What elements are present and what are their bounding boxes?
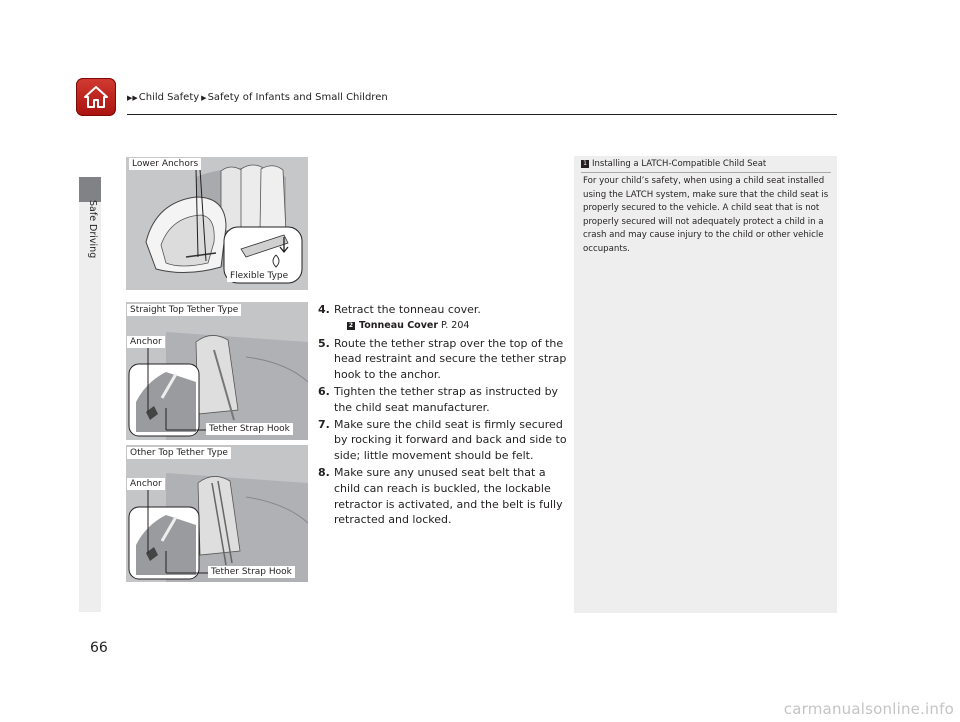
note-icon: 1: [581, 160, 589, 168]
header-divider: [127, 114, 837, 115]
home-button[interactable]: [76, 78, 116, 116]
breadcrumb-item-child-safety[interactable]: Child Safety: [138, 92, 200, 103]
figure-other-top-tether: [126, 445, 308, 582]
label-tether-strap-hook: Tether Strap Hook: [208, 566, 295, 578]
breadcrumb-item-infants[interactable]: Safety of Infants and Small Children: [207, 92, 388, 103]
footer-watermark: carmanualsonline.info: [783, 700, 954, 718]
label-anchor: Anchor: [127, 336, 165, 348]
note-panel: [574, 156, 837, 613]
figure-lower-anchors: [126, 157, 308, 290]
step-number: 8.: [318, 465, 330, 479]
label-straight-top-tether-type: Straight Top Tether Type: [127, 304, 241, 316]
step-4: [318, 302, 568, 318]
step-text: Route the tether strap over the top of the head restraint and secure the tether strap hook to the anchor.: [334, 336, 567, 382]
breadcrumb: [127, 92, 388, 103]
page-number: 66: [90, 640, 108, 656]
step-text: Make sure the child seat is firmly secured by rocking it forward and back and side to side; little movement should be felt.: [334, 417, 567, 463]
label-lower-anchors: Lower Anchors: [129, 158, 201, 170]
step-5: [318, 336, 568, 383]
section-label: Safe Driving: [87, 200, 98, 259]
step-number: 6.: [318, 384, 330, 398]
reference-icon: 2: [348, 321, 354, 329]
label-tether-strap-hook: Tether Strap Hook: [206, 423, 293, 435]
label-flexible-type: Flexible Type: [227, 270, 291, 282]
other-tether-illustration: [126, 445, 308, 582]
note-title: [581, 159, 766, 169]
step-number: 7.: [318, 417, 330, 431]
step-text: Tighten the tether strap as instructed by the child seat manufacturer.: [334, 384, 559, 414]
step-7: [318, 417, 568, 464]
step-text: Make sure any unused seat belt that a child can reach is buckled, the lockable retractor is activated, and the belt is fully retracted and locked.: [334, 465, 563, 527]
label-other-top-tether-type: Other Top Tether Type: [127, 447, 231, 459]
note-title-text: Installing a LATCH-Compatible Child Seat: [592, 159, 767, 169]
step-text: Retract the tonneau cover.: [334, 303, 481, 316]
section-tab-marker: [79, 177, 101, 202]
note-body: For your child’s safety, when using a child seat installed using the LATCH system, make sure that the child seat is properly secured to the vehicle. A child seat that is not properly secured will not adequately protect a child in a crash and may cause injury to the child or other vehicle occupants.: [583, 176, 829, 254]
label-anchor: Anchor: [127, 478, 165, 490]
figure-straight-top-tether: [126, 302, 308, 440]
step-6: [318, 384, 568, 416]
note-divider: [581, 172, 831, 173]
straight-tether-illustration: [126, 302, 308, 440]
instruction-steps: [318, 302, 568, 529]
section-tab-strip: [79, 202, 101, 612]
reference-page: P. 204: [441, 319, 470, 331]
reference-title: Tonneau Cover: [359, 319, 439, 331]
step-number: 5.: [318, 336, 330, 350]
step-8: [318, 465, 568, 528]
cross-reference-link[interactable]: [334, 318, 568, 334]
step-number: 4.: [318, 303, 330, 316]
breadcrumb-arrow-icon: ▶: [201, 93, 207, 102]
home-icon: [83, 85, 109, 109]
breadcrumb-arrow-icon: ▶▶: [127, 93, 138, 102]
